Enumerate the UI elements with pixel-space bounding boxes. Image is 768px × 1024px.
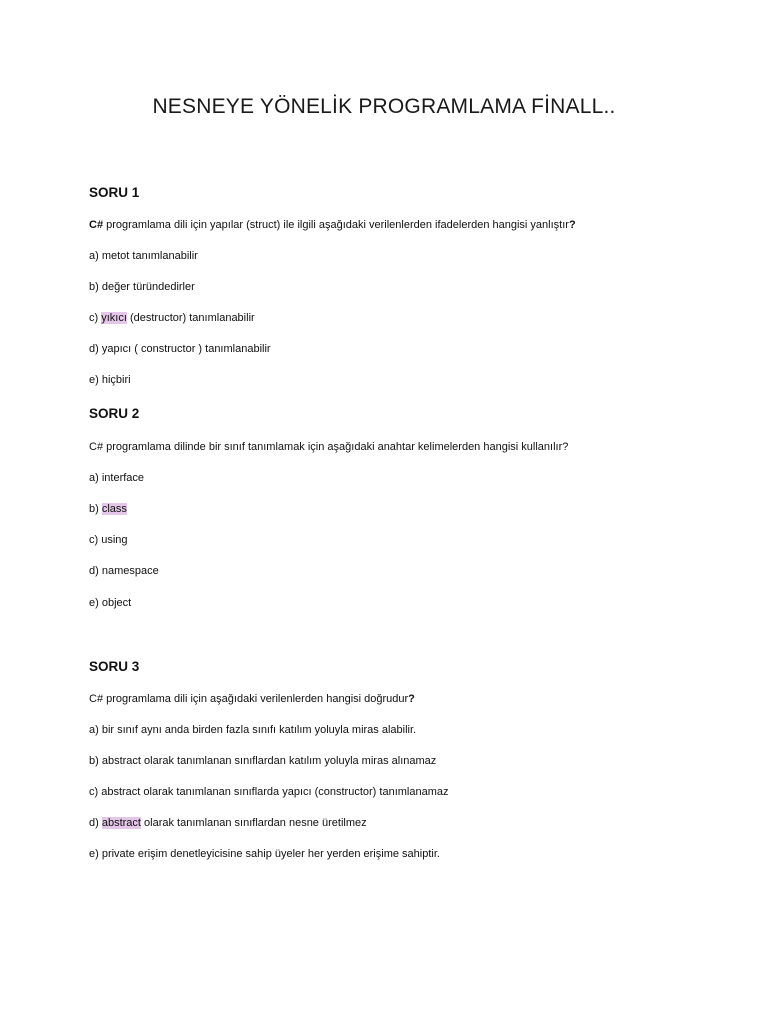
option-text: c) <box>89 312 102 324</box>
question-1-body: programlama dili için yapılar (struct) ile ilgili aşağıdaki verilenlerden ifadelerden hangisi yanlıştır <box>103 219 569 231</box>
question-1-option-b <box>89 281 195 293</box>
option-text: a) metot tanımlanabilir <box>89 250 198 262</box>
question-2-option-d <box>89 565 159 577</box>
question-1-prefix: C# <box>89 219 104 231</box>
highlighted-answer: class <box>101 503 127 515</box>
question-1-option-a <box>89 250 198 262</box>
question-1-option-d <box>89 343 271 355</box>
question-1-mark: ? <box>568 219 576 231</box>
question-3-option-c <box>89 786 449 798</box>
option-text: e) object <box>89 597 132 609</box>
question-3-option-d <box>89 817 367 829</box>
highlighted-answer: yıkıcı <box>101 312 127 324</box>
option-text: c) using <box>89 534 128 546</box>
question-2-text <box>89 441 568 453</box>
option-text: b) abstract olarak tanımlanan sınıflardan katılım yoluyla miras alınamaz <box>89 755 437 767</box>
question-3-text <box>89 693 415 705</box>
option-text: d) yapıcı ( constructor ) tanımlanabilir <box>89 343 271 355</box>
option-text: b) <box>89 503 102 515</box>
question-2-body: C# programlama dilinde bir sınıf tanımlamak için aşağıdaki anahtar kelimelerden hangisi kullanılır? <box>89 441 569 453</box>
question-3-mark: ? <box>408 693 415 705</box>
question-1-option-c <box>89 312 255 324</box>
question-2-option-b <box>89 503 127 515</box>
question-1-heading: SORU 1 <box>89 185 140 200</box>
option-text: e) private erişim denetleyicisine sahip üyeler her yerden erişime sahiptir. <box>89 848 440 860</box>
highlighted-answer: abstract <box>101 817 141 829</box>
question-3-option-e <box>89 848 440 860</box>
option-text-rest: olarak tanımlanan sınıflardan nesne üretilmez <box>140 817 367 829</box>
option-text: d) namespace <box>89 565 159 577</box>
question-1-option-e <box>89 374 131 386</box>
question-2-option-c <box>89 534 128 546</box>
option-text: a) interface <box>89 472 145 484</box>
option-text: a) bir sınıf aynı anda birden fazla sınıfı katılım yoluyla miras alabilir. <box>89 724 417 736</box>
question-2-option-a <box>89 472 144 484</box>
option-text: e) hiçbiri <box>89 374 131 386</box>
option-text-rest: (destructor) tanımlanabilir <box>126 312 255 324</box>
question-3-option-a <box>89 724 416 736</box>
option-text: b) değer türündedirler <box>89 281 195 293</box>
question-2-heading: SORU 2 <box>89 406 140 421</box>
question-3-option-b <box>89 755 436 767</box>
document-title: NESNEYE YÖNELİK PROGRAMLAMA FİNALL.. <box>152 95 616 118</box>
option-text: c) abstract olarak tanımlanan sınıflarda yapıcı (constructor) tanımlanamaz <box>89 786 449 798</box>
question-2-option-e <box>89 597 131 609</box>
question-1-text <box>89 219 576 231</box>
option-text: d) <box>89 817 102 829</box>
question-3-heading: SORU 3 <box>89 659 140 674</box>
question-3-body: C# programlama dili için aşağıdaki verilenlerden hangisi doğrudur <box>89 693 409 705</box>
